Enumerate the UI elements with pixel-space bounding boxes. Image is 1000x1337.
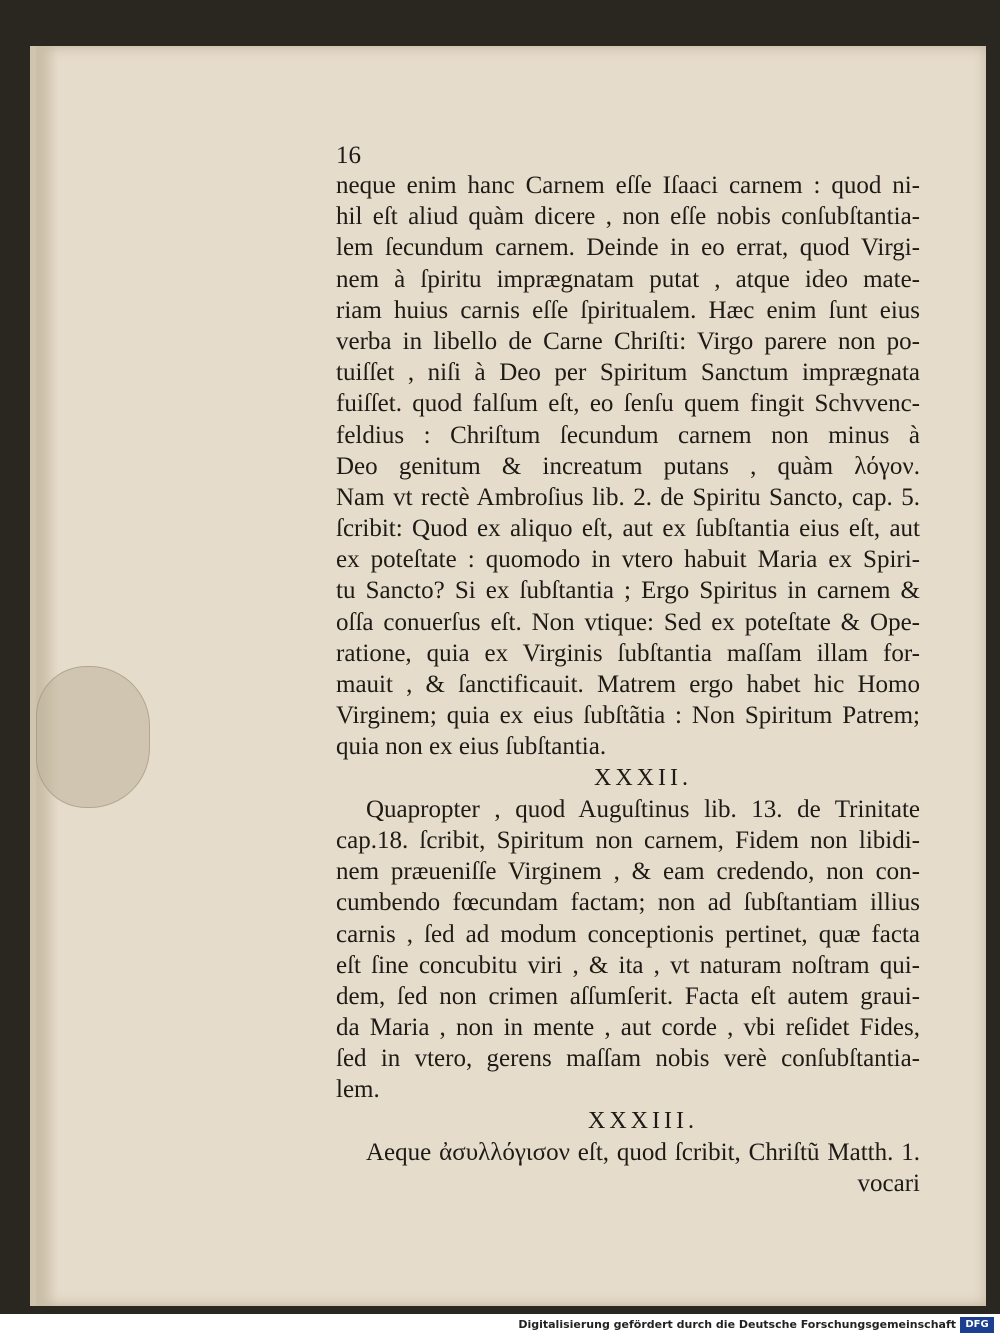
text-line: Quapropter , quod Auguſtinus lib. 13. de Trinitate <box>366 795 920 823</box>
text-line: ratione, quia ex Virginis ſubſtantia maſſam illam for- <box>336 639 920 667</box>
section-paragraph <box>336 794 920 1106</box>
text-line: nem præueniſſe Virginem , & eam credendo, non con- <box>336 858 920 886</box>
text-line: lem. <box>336 1076 380 1104</box>
text-line: tuiſſet , niſi à Deo per Spiritum Sanctum imprægnata <box>336 359 920 387</box>
section-heading: XXXII. <box>594 764 692 791</box>
text-line: riam huius carnis eſſe ſpiritualem. Hæc enim ſunt eius <box>336 296 920 324</box>
text-line: nem à ſpiritu imprægnatam putat , atque ideo mate- <box>336 265 920 293</box>
text-line: lem ſecundum carnem. Deinde in eo errat, quod Virgi- <box>336 234 920 262</box>
section-heading: XXXIII. <box>588 1107 698 1134</box>
page-tab-shadow <box>36 666 150 808</box>
funding-credit[interactable]: Digitalisierung gefördert durch die Deutsche Forschungsgemeinschaft <box>518 1318 956 1331</box>
text-line: ex poteſtate : quomodo in vtero habuit Maria ex Spiri- <box>336 546 920 574</box>
page-number: 16 <box>336 142 361 169</box>
text-line: da Maria , non in mente , aut corde , vbi reſidet Fides, <box>336 1014 920 1042</box>
text-line: neque enim hanc Carnem eſſe Iſaaci carnem : quod ni- <box>336 172 920 199</box>
text-line: tu Sancto? Si ex ſubſtantia ; Ergo Spiritus in carnem & <box>336 577 920 605</box>
text-line: oſſa conuerſus eſt. Non vtique: Sed ex poteſtate & Ope- <box>336 608 920 636</box>
text-line: cumbendo fœcundam factam; non ad ſubſtantiam illius <box>336 889 920 917</box>
text-line: cap.18. ſcribit, Spiritum non carnem, Fidem non libidi- <box>336 826 920 854</box>
text-line: hil eſt aliud quàm dicere , non eſſe nobis conſubſtantia- <box>336 203 920 231</box>
page-text <box>336 170 920 1199</box>
text-line: feldius : Chriſtum ſecundum carnem non minus à <box>336 421 920 449</box>
text-line: verba in libello de Carne Chriſti: Virgo parere non po- <box>336 327 920 355</box>
body-paragraph <box>336 170 920 763</box>
text-line: eſt ſine concubitu viri , & ita , vt naturam noſtram qui- <box>336 951 920 979</box>
text-line: Aeque ἀσυλλόγισον eſt, quod ſcribit, Chriſtũ Matth. 1. <box>366 1138 920 1166</box>
text-line: Nam vt rectè Ambroſius lib. 2. de Spiritu Sancto, cap. 5. <box>336 483 920 511</box>
text-line: carnis , ſed ad modum conceptionis pertinet, quæ facta <box>336 920 920 948</box>
catchword: vocari <box>857 1170 920 1197</box>
footer-bar <box>0 1314 1000 1337</box>
text-line: mauit , & ſanctificauit. Matrem ergo habet hic Homo <box>336 671 920 698</box>
text-line: Virginem; quia ex eius ſubſtãtia : Non Spiritum Patrem; <box>336 702 920 730</box>
dfg-logo[interactable]: DFG <box>960 1317 994 1333</box>
text-line: ſed in vtero, gerens maſſam nobis verè conſubſtantia- <box>336 1045 920 1073</box>
text-line: Deo genitum & increatum putans , quàm λόγον. <box>336 452 920 480</box>
text-line: ſcribit: Quod ex aliquo eſt, aut ex ſubſtantia eius eſt, aut <box>336 515 920 543</box>
section-paragraph <box>336 1137 920 1199</box>
text-line: fuiſſet. quod falſum eſt, eo ſenſu quem fingit Schvvenc- <box>336 390 920 418</box>
text-line: quia non ex eius ſubſtantia. <box>336 733 607 761</box>
text-line: dem, ſed non crimen aſſumſerit. Facta eſt autem graui- <box>336 982 920 1010</box>
